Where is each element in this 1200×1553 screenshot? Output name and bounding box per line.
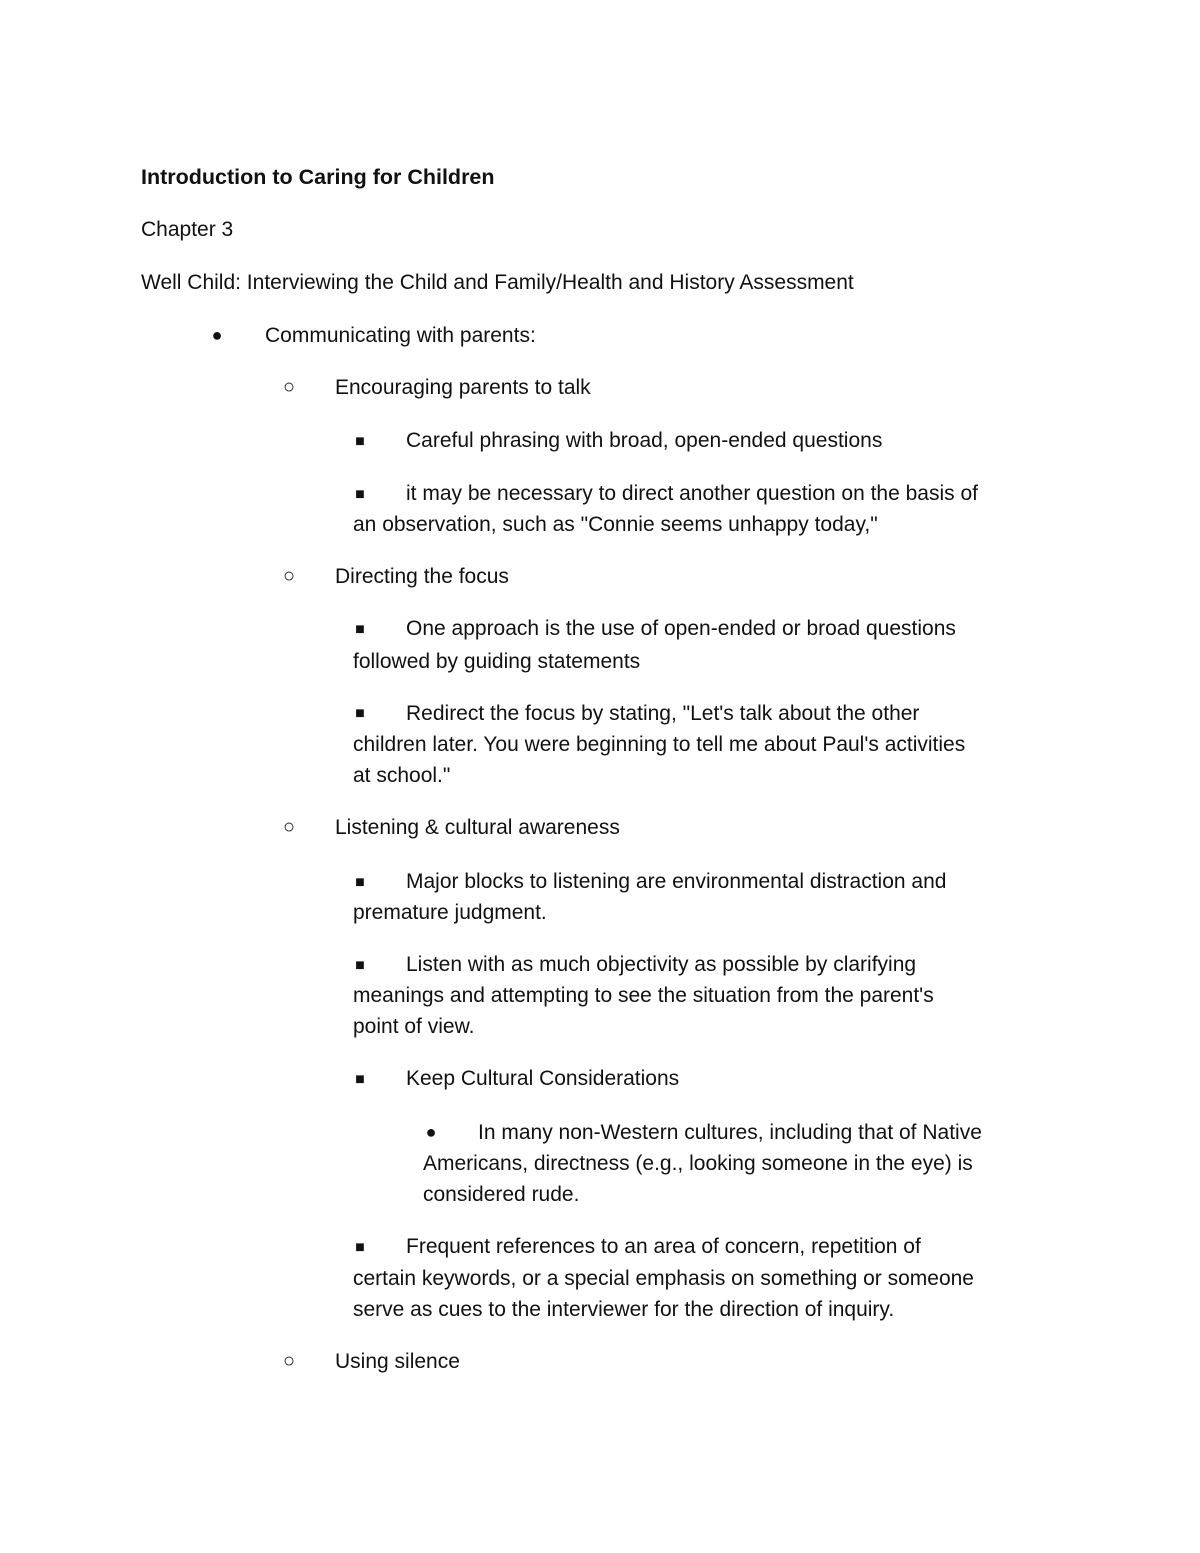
list-item: In many non-Western cultures, including that of Native — [478, 1121, 982, 1144]
bullet-circle-icon: ○ — [282, 565, 296, 587]
bullet-square-icon: ■ — [355, 1071, 365, 1088]
list-item: Directing the focus — [335, 565, 509, 588]
list-item: Listen with as much objectivity as possible by clarifying — [406, 953, 917, 976]
bullet-square-icon: ■ — [355, 1239, 365, 1256]
list-item: Redirect the focus by stating, "Let's talk about the other — [406, 702, 920, 725]
list-item: Frequent references to an area of concern, repetition of — [406, 1235, 921, 1258]
list-item-continuation: Americans, directness (e.g., looking someone in the eye) is — [423, 1152, 973, 1175]
list-item: Communicating with parents: — [265, 324, 536, 347]
list-item-continuation: an observation, such as "Connie seems unhappy today," — [353, 513, 878, 536]
bullet-disc-icon: ● — [211, 325, 223, 345]
bullet-square-icon: ■ — [355, 874, 365, 891]
list-item-continuation: premature judgment. — [353, 901, 547, 924]
list-item-continuation: considered rude. — [423, 1183, 580, 1206]
bullet-circle-icon: ○ — [282, 1350, 296, 1372]
bullet-disc-icon: ● — [425, 1122, 437, 1142]
list-item: Using silence — [335, 1350, 460, 1373]
bullet-circle-icon: ○ — [282, 816, 296, 838]
list-item: Encouraging parents to talk — [335, 376, 591, 399]
list-item: Keep Cultural Considerations — [406, 1067, 680, 1090]
list-item-continuation: serve as cues to the interviewer for the direction of inquiry. — [353, 1298, 895, 1321]
chapter-label: Chapter 3 — [141, 218, 234, 241]
bullet-square-icon: ■ — [355, 705, 365, 722]
list-item-continuation: at school." — [353, 764, 451, 787]
list-item: Careful phrasing with broad, open-ended questions — [406, 429, 883, 452]
bullet-square-icon: ■ — [355, 486, 365, 503]
list-item-continuation: point of view. — [353, 1015, 475, 1038]
section-subtitle: Well Child: Interviewing the Child and Family/Health and History Assessment — [141, 271, 854, 294]
list-item-continuation: children later. You were beginning to tell me about Paul's activities — [353, 733, 966, 756]
list-item: One approach is the use of open-ended or broad questions — [406, 617, 956, 640]
list-item: Listening & cultural awareness — [335, 816, 620, 839]
bullet-square-icon: ■ — [355, 433, 365, 450]
list-item: Major blocks to listening are environmental distraction and — [406, 870, 947, 893]
bullet-square-icon: ■ — [355, 957, 365, 974]
bullet-square-icon: ■ — [355, 621, 365, 638]
document-title: Introduction to Caring for Children — [141, 165, 495, 189]
list-item-continuation: certain keywords, or a special emphasis on something or someone — [353, 1267, 974, 1290]
bullet-circle-icon: ○ — [282, 376, 296, 398]
list-item: it may be necessary to direct another question on the basis of — [406, 482, 978, 505]
list-item-continuation: followed by guiding statements — [353, 650, 641, 673]
list-item-continuation: meanings and attempting to see the situation from the parent's — [353, 984, 934, 1007]
